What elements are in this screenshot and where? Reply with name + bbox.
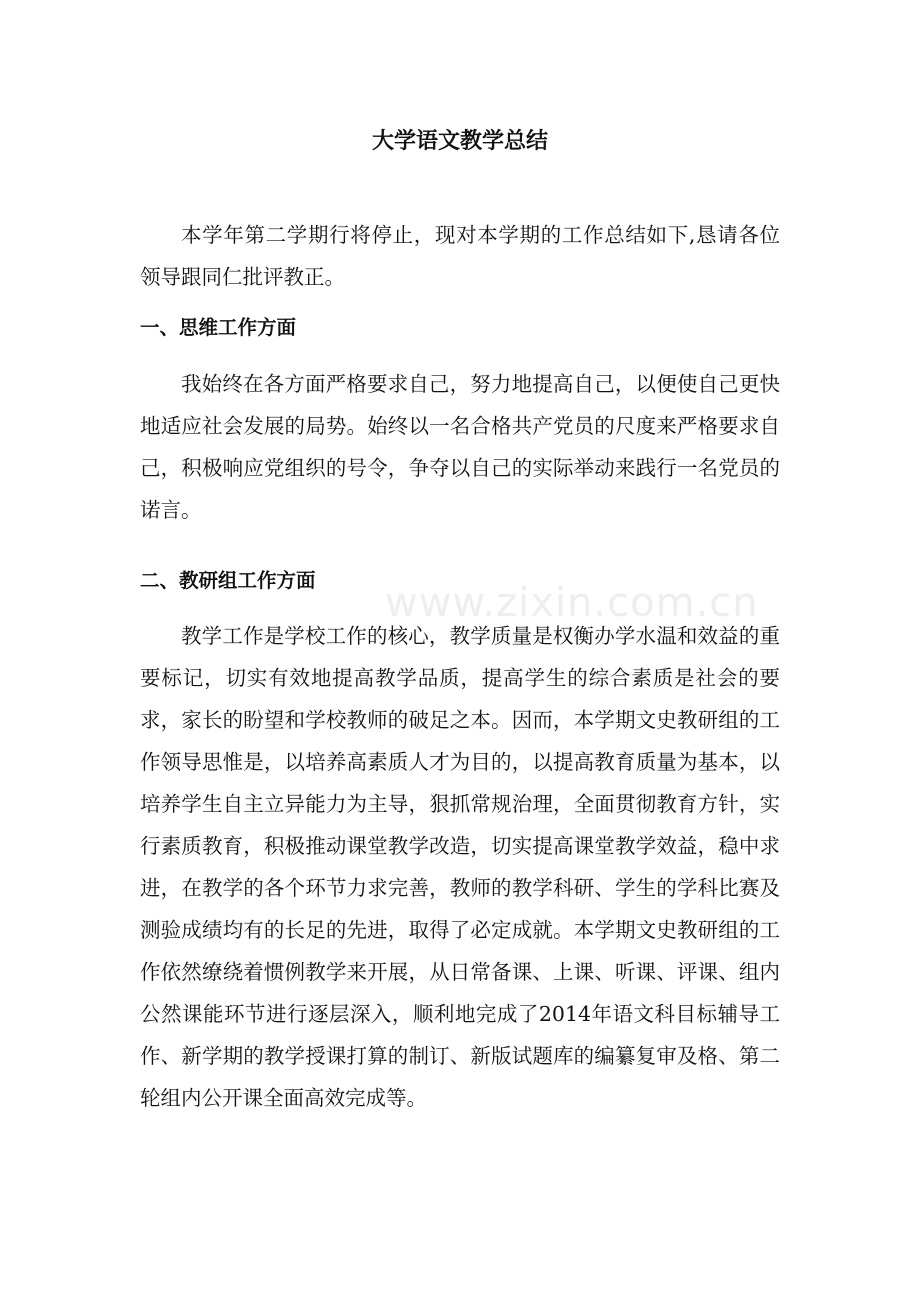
document-title: 大学语文教学总结 <box>371 129 548 154</box>
section-paragraph-thinking-work: 我始终在各方面严格要求自己，努力地提高自己，以便使自己更快地适应社会发展的局势。始终以一名合格共产党员的尺度来严格要求自己，积极响应党组织的号令，争夺以自己的实际举动来践行一名党员的诺言。 <box>140 372 780 522</box>
section-heading-teaching-research: 二、教研组工作方面 <box>140 569 316 592</box>
section-paragraph-teaching-research: 教学工作是学校工作的核心，教学质量是权衡办学水温和效益的重要标记，切实有效地提高教学品质，提高学生的综合素质是社会的要求，家长的盼望和学校教师的破足之本。因而，本学期文史教研组的工作领导思惟是，以培养高素质人才为目的，以提高教育质量为基本，以培养学生自主立异能力为主导，狠抓常规治理，全面贯彻教育方针，实行素质教育，积极推动课堂教学改造，切实提高课堂教学效益，稳中求进，在教学的各个环节力求完善，教师的教学科研、学生的学科比赛及测验成绩均有的长足的先进，取得了必定成就。本学期文史教研组的工作依然缭绕着惯例教学来开展，从日常备课、上课、听课、评课、组内公然课能环节进行逐层深入，顺利地完成了2014年语文科目标辅导工作、新学期的教学授课打算的制订、新版试题库的编纂复审及格、第二轮组内公开课全面高效完成等。 <box>140 624 780 1110</box>
watermark: www.zixin.com.cn <box>385 580 759 626</box>
intro-paragraph: 本学年第二学期行将停止，现对本学期的工作总结如下,恳请各位领导跟同仁批评教正。 <box>140 223 780 289</box>
section-heading-thinking-work: 一、思维工作方面 <box>140 316 297 339</box>
